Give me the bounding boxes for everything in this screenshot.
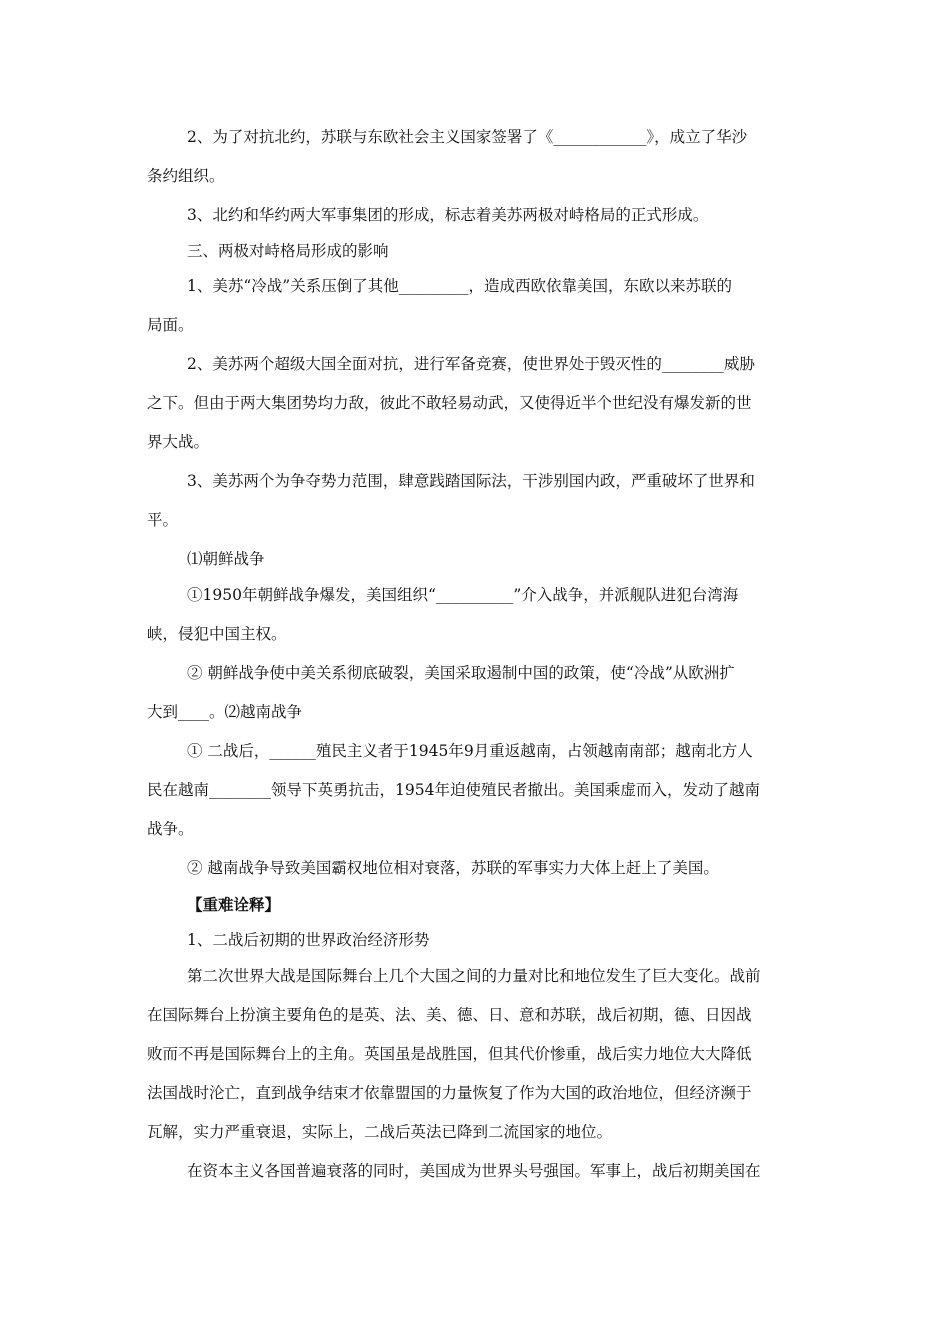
paragraph-line: 在国际舞台上扮演主要角色的是英、法、美、德、日、意和苏联，战后初期，德、日因战 xyxy=(147,1006,752,1024)
paragraph-line: 法国战时沦亡，直到战争结束才依靠盟国的力量恢复了作为大国的政治地位，但经济濒于 xyxy=(147,1084,752,1102)
paragraph-line: ② 越南战争导致美国霸权地位相对衰落，苏联的军事实力大体上赶上了美国。 xyxy=(187,859,719,877)
paragraph-line: ② 朝鲜战争使中美关系彻底破裂，美国采取遏制中国的政策，使“冷战”从欧洲扩 xyxy=(187,664,735,682)
paragraph-line: ① 二战后，______殖民主义者于1945年9月重返越南，占领越南南部；越南北方人 xyxy=(187,742,753,760)
paragraph-line: 局面。 xyxy=(147,316,194,334)
paragraph-line: 第二次世界大战是国际舞台上几个大国之间的力量对比和地位发生了巨大变化。战前 xyxy=(187,967,761,985)
subsection-heading: ⑴朝鲜战争 xyxy=(187,550,265,568)
paragraph-line: 平。 xyxy=(147,511,179,529)
paragraph-line: 之下。但由于两大集团势均力敌，彼此不敢轻易动武，又使得近半个世纪没有爆发新的世 xyxy=(147,394,752,412)
paragraph-line: 在资本主义各国普遍衰落的同时，美国成为世界头号强国。军事上，战后初期美国在 xyxy=(187,1162,761,1180)
paragraph-line: 1、美苏“冷战”关系压倒了其他_________，造成西欧依靠美国，东欧以来苏联的 xyxy=(187,277,732,295)
paragraph-line: 败而不再是国际舞台上的主角。英国虽是战胜国，但其代价惨重，战后实力地位大大降低 xyxy=(147,1045,752,1063)
paragraph-line: 3、北约和华约两大军事集团的形成，标志着美苏两极对峙格局的正式形成。 xyxy=(187,206,709,224)
paragraph-line: 条约组织。 xyxy=(147,167,225,185)
paragraph-line: 2、美苏两个超级大国全面对抗，进行军备竞赛，使世界处于毁灭性的________威胁 xyxy=(187,355,755,373)
paragraph-line: 峡，侵犯中国主权。 xyxy=(147,625,287,643)
section-heading-bold: 【重难诠释】 xyxy=(187,896,281,914)
paragraph-line: 界大战。 xyxy=(147,433,210,451)
paragraph-line: 瓦解，实力严重衰退，实际上，二战后英法已降到二流国家的地位。 xyxy=(147,1123,613,1141)
paragraph-line: ①1950年朝鲜战争爆发，美国组织“__________”介入战争，并派舰队进犯台湾海 xyxy=(187,586,739,604)
paragraph-line: 大到____。⑵越南战争 xyxy=(147,703,303,721)
paragraph-line: 2、为了对抗北约，苏联与东欧社会主义国家签署了《____________》，成立了华沙 xyxy=(187,128,748,146)
paragraph-line: 3、美苏两个为争夺势力范围，肆意践踏国际法，干涉别国内政，严重破坏了世界和 xyxy=(187,472,755,490)
paragraph-line: 民在越南________领导下英勇抗击，1954年迫使殖民者撤出。美国乘虚而入，发动了越南 xyxy=(147,781,760,799)
section-heading: 三、两极对峙格局形成的影响 xyxy=(187,242,389,260)
paragraph-line: 战争。 xyxy=(147,820,194,838)
subsection-heading: 1、二战后初期的世界政治经济形势 xyxy=(187,931,430,949)
